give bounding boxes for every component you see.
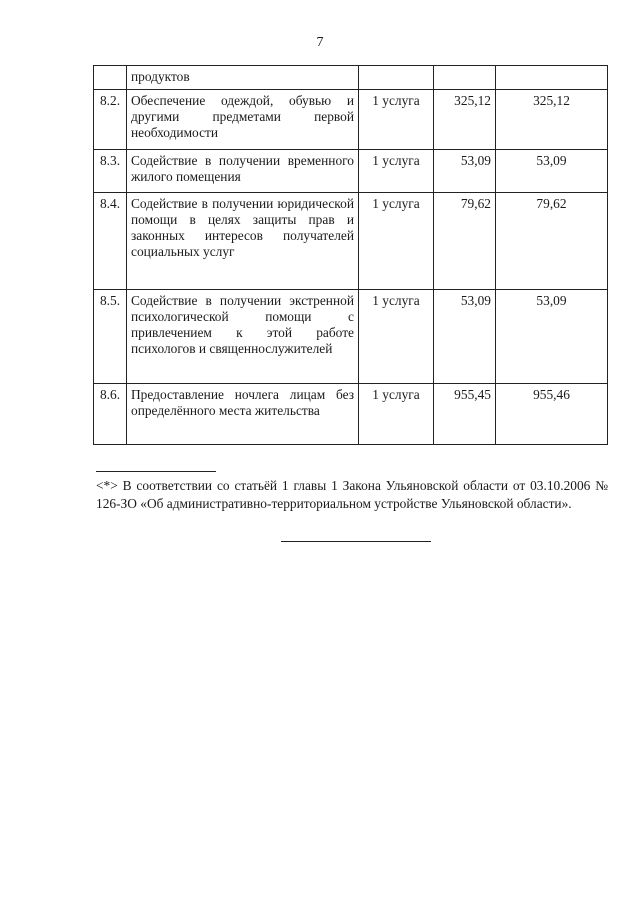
service-unit: 1 услуга [359, 90, 434, 150]
row-number: 8.3. [94, 150, 127, 193]
service-price-alt: 53,09 [496, 150, 608, 193]
row-number: 8.4. [94, 193, 127, 290]
service-price: 53,09 [434, 150, 496, 193]
service-price-alt: 53,09 [496, 290, 608, 384]
service-price-alt: 79,62 [496, 193, 608, 290]
service-unit: 1 услуга [359, 150, 434, 193]
service-price-alt: 955,46 [496, 384, 608, 445]
table-row [94, 150, 608, 193]
service-price: 325,12 [434, 90, 496, 150]
footnote-divider [96, 471, 216, 472]
service-name: Содействие в получении юридической помощи в целях защиты прав и законных интересов получателей социальных услуг [127, 193, 359, 290]
table-row [94, 66, 608, 90]
service-price [434, 66, 496, 90]
page-number: 7 [316, 35, 324, 50]
table-row [94, 193, 608, 290]
service-unit [359, 66, 434, 90]
service-name: Предоставление ночлега лицам без определённого места жительства [127, 384, 359, 445]
row-number: 8.2. [94, 90, 127, 150]
row-number: 8.6. [94, 384, 127, 445]
service-price-alt [496, 66, 608, 90]
service-price: 53,09 [434, 290, 496, 384]
table-row [94, 384, 608, 445]
row-number [94, 66, 127, 90]
service-name: Обеспечение одеждой, обувью и другими предметами первой необходимости [127, 90, 359, 150]
row-number: 8.5. [94, 290, 127, 384]
service-price: 955,45 [434, 384, 496, 445]
end-divider [281, 541, 431, 542]
service-unit: 1 услуга [359, 193, 434, 290]
service-unit: 1 услуга [359, 384, 434, 445]
table-row [94, 290, 608, 384]
service-unit: 1 услуга [359, 290, 434, 384]
service-price-alt: 325,12 [496, 90, 608, 150]
service-name: Содействие в получении временного жилого помещения [127, 150, 359, 193]
service-price: 79,62 [434, 193, 496, 290]
table-row [94, 90, 608, 150]
footnote: <*> В соответствии со статьёй 1 главы 1 Закона Ульяновской области от 03.10.2006 № 126-ЗО «Об административно-территориальном устройстве Ульяновской области». [96, 478, 608, 511]
service-name: продуктов [127, 66, 359, 90]
service-name: Содействие в получении экстренной психологической помощи с привлечением к этой работе психологов и священнослужителей [127, 290, 359, 384]
services-table [93, 65, 608, 445]
